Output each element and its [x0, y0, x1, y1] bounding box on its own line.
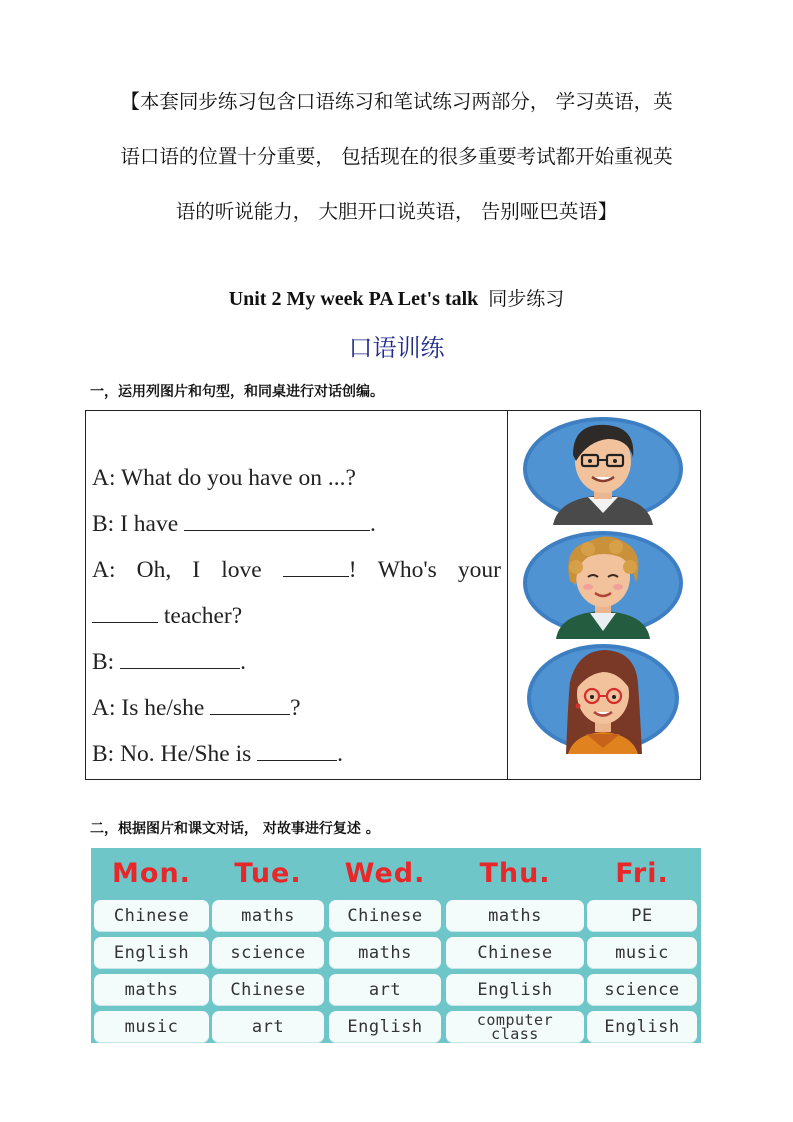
timetable-day-header: Wed. [344, 858, 426, 889]
timetable-cell: maths [212, 900, 324, 932]
dialogue-line-1-text: A: What do you have on ...? [92, 465, 356, 491]
dialogue-line-3-blank-group [283, 547, 357, 593]
blank-3[interactable] [92, 600, 158, 623]
dialogue-line-5-end: . [240, 649, 246, 675]
dialogue-line-3-w1: A: [92, 557, 116, 583]
dialogue-line-2-end: . [370, 511, 376, 537]
timetable-day-header: Tue. [234, 858, 302, 889]
timetable-cell: Chinese [329, 900, 441, 932]
teacher-woman-curly-avatar-icon [518, 527, 688, 639]
intro-line-2: 语口语的位置十分重要， 包括现在的很多重要考试都开始重视英 [120, 145, 673, 168]
dialogue-text [92, 455, 501, 777]
timetable-cell: PE [587, 900, 697, 932]
timetable-cell: art [212, 1011, 324, 1043]
timetable-cell: English [587, 1011, 697, 1043]
teacher-woman-glasses-avatar-icon [518, 642, 688, 754]
timetable-cell: music [587, 937, 697, 969]
dialogue-line-3-w3: I [192, 557, 201, 583]
dialogue-line-1 [92, 455, 501, 501]
table-divider [507, 411, 508, 779]
dialogue-line-3-w6: Who's [377, 557, 437, 583]
intro-line-1: 【本套同步练习包含口语练习和笔试练习两部分， 学习英语，英 [120, 90, 673, 113]
weekly-timetable [91, 848, 701, 1043]
dialogue-line-3-w5: ! [348, 557, 357, 583]
timetable-cell: maths [329, 937, 441, 969]
dialogue-line-3-w7: your [457, 557, 501, 583]
timetable-cell: science [212, 937, 324, 969]
timetable-cell: Chinese [212, 974, 324, 1006]
dialogue-line-7-end: . [337, 741, 344, 767]
dialogue-line-5 [92, 639, 501, 685]
dialogue-line-6-end: ? [290, 695, 301, 721]
teacher-man-avatar-icon [518, 413, 688, 525]
dialogue-line-3-w4: love [221, 557, 262, 583]
blank-2[interactable] [283, 554, 349, 577]
dialogue-line-2 [92, 501, 501, 547]
section-1-heading: 一，运用列图片和句型，和同桌进行对话创编。 [90, 384, 384, 400]
timetable-cell: Chinese [94, 900, 209, 932]
dialogue-line-6 [92, 685, 501, 731]
blank-1[interactable] [184, 508, 370, 531]
dialogue-line-4 [92, 593, 501, 639]
timetable-cell: English [329, 1011, 441, 1043]
timetable-cell: computer class [446, 1011, 584, 1043]
timetable-day-header: Mon. [112, 858, 191, 889]
page-title [0, 284, 793, 311]
intro-line-3: 语的听说能力， 大胆开口说英语， 告别哑巴英语】 [175, 200, 618, 223]
dialogue-line-7 [92, 731, 501, 777]
dialogue-line-2-text: B: I have [92, 511, 179, 537]
timetable-cell: music [94, 1011, 209, 1043]
intro-paragraph [80, 74, 713, 239]
section-2-heading: 二，根据图片和课文对话， 对故事进行复述 。 [90, 821, 380, 837]
dialogue-table [85, 410, 701, 780]
timetable-cell: science [587, 974, 697, 1006]
timetable-cell: English [94, 937, 209, 969]
dialogue-line-3-w2: Oh, [136, 557, 172, 583]
blank-6[interactable] [257, 738, 337, 761]
page-subtitle: 口语训练 [348, 334, 445, 362]
title-chinese: 同步练习 [488, 288, 565, 310]
dialogue-line-3 [92, 547, 501, 593]
blank-5[interactable] [210, 692, 290, 715]
timetable-cell: maths [94, 974, 209, 1006]
title-english: Unit 2 My week PA Let's talk [228, 288, 479, 310]
timetable-cell: art [329, 974, 441, 1006]
timetable-cell: maths [446, 900, 584, 932]
blank-4[interactable] [120, 646, 240, 669]
dialogue-line-5-text: B: [92, 649, 115, 675]
dialogue-line-4-text: teacher? [163, 603, 243, 629]
dialogue-line-7-text: B: No. He/She is [92, 741, 252, 767]
dialogue-line-6-text: A: Is he/she [92, 695, 205, 721]
timetable-cell: Chinese [446, 937, 584, 969]
timetable-day-header: Thu. [479, 858, 551, 889]
timetable-cell: English [446, 974, 584, 1006]
timetable-day-header: Fri. [615, 858, 669, 889]
